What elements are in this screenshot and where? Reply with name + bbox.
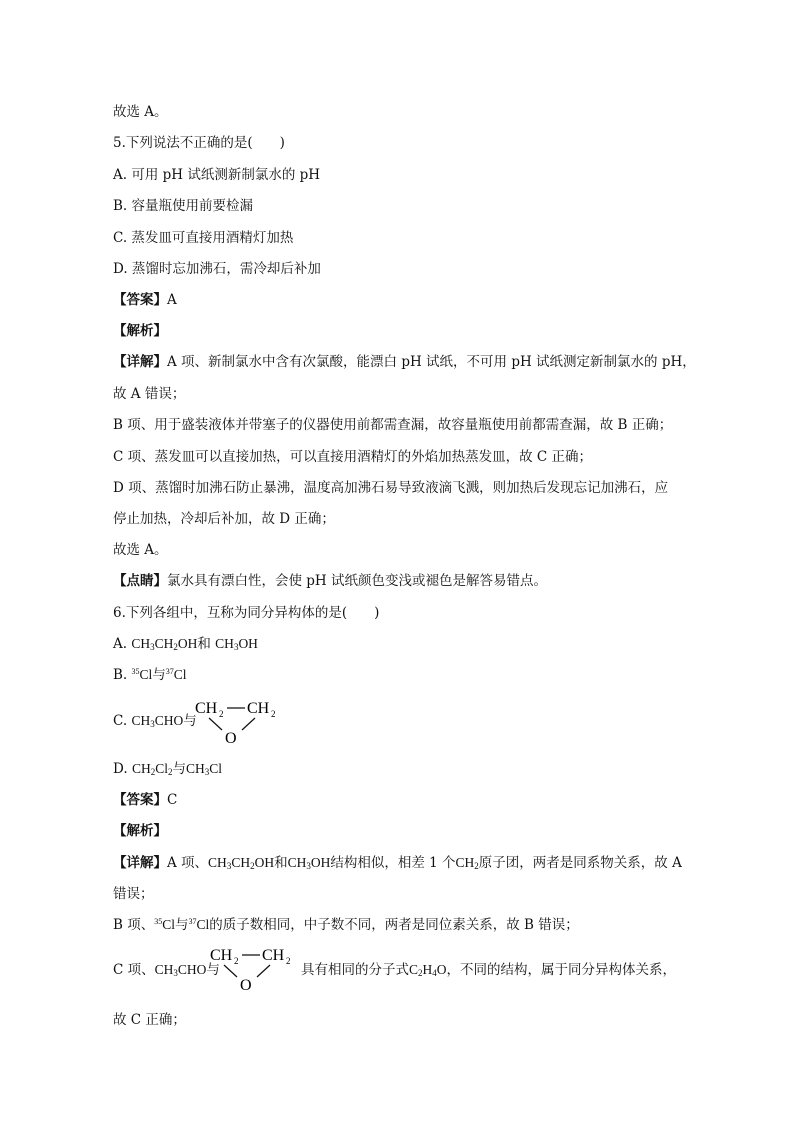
ring-ch2-left: CH [195,700,218,717]
question-6-detail-line-1: 【详解】A 项、$CH_3CH_2OH$和$CH_3OH$结构相似，相差 1 个$CH_2$原子团，两者是同系物关系，故 A [113,855,682,871]
formula-chloromethane: $CH_3Cl$ [185,761,222,777]
formula-acetaldehyde: $CH_3CHO$ [131,713,184,729]
question-5-analysis-tag: 【解析】 [113,323,167,339]
question-5-key-point [113,571,694,591]
question-6-option-d: D. $CH_2Cl_2$与$CH_3Cl$ [113,761,222,777]
ring-ch2-right: CH [247,700,270,717]
formula-c2h4o: $C_2H_4O$ [409,962,447,978]
key-point-tag: 【点睛】 [113,573,167,589]
question-6-detail-line-3: B 项、$^{35}$Cl与$^{37}$Cl的质子数相同，中子数不同，两者是同位素关系，故 B 错误； [113,917,579,933]
ethylene-oxide-structure-detail [208,944,300,992]
key-point-text: 氯水具有漂白性，会使 pH 试纸颜色变浅或褪色是解答易错点。 [167,573,547,589]
formula-methanol: $CH_3OH$ [215,636,258,652]
question-5-detail-line-2: 故 A 错误； [113,386,186,402]
svg-text:CH: CH [262,947,285,964]
question-5-option-c: C. 蒸发皿可直接用酒精灯加热 [113,230,294,246]
svg-text:2: 2 [234,956,239,966]
formula-cl37: $^{37}$Cl [165,667,187,682]
question-6-option-b: B. $^{35}$Cl与$^{37}$Cl [113,667,187,683]
question-5-conclusion: 故选 A。 [113,542,168,558]
question-6-detail-line-5: 故 C 正确； [113,1012,186,1028]
question-6-detail-line-4: C 项、$CH_3CHO$与 CH 2 CH 2 O 具有相同的分子式$C_2H_4O$，不同的结构，属于同分异构体关系， [113,944,694,994]
question-5-option-b: B. 容量瓶使用前要检漏 [113,198,254,214]
svg-text:2: 2 [286,956,291,966]
question-5-detail-line-3: B 项、用于盛装液体并带塞子的仪器使用前都需查漏，故容量瓶使用前都需查漏，故 B 正确； [113,417,673,433]
ring-oxygen: O [225,730,237,745]
question-6-option-c: C. $CH_3CHO$与 CH 2 CH 2 O [113,697,694,747]
formula-cl35: $^{35}$Cl [131,667,153,682]
question-6-stem: 6.下列各组中，互称为同分异构体的是( ) [113,605,380,621]
answer-tag: 【答案】 [113,292,167,308]
detail-tag: 【详解】 [113,354,167,370]
question-5-detail-line-6: 停止加热，冷却后补加，故 D 正确； [113,511,335,527]
ring-ch2-right-sub: 2 [271,709,276,719]
conclusion-line: 故选 A。 [113,104,168,120]
question-6-answer: 【答案】C [113,792,178,808]
question-5-detail-line-4: C 项、蒸发皿可以直接加热，可以直接用酒精灯的外焰加热蒸发皿，故 C 正确； [113,449,593,465]
question-5-option-d: D. 蒸馏时忘加沸石，需冷却后补加 [113,261,321,277]
question-5-option-a: A. 可用 pH 试纸测新制氯水的 pH [113,167,321,183]
ethylene-oxide-structure [193,697,285,745]
formula-dichloromethane: $CH_2Cl_2$ [131,761,173,777]
question-6-analysis-tag: 【解析】 [113,823,167,839]
question-5-answer [113,290,694,310]
ring-bond-co-left [209,718,222,730]
formula-ethanol: $CH_3CH_2OH$ [131,636,198,652]
question-6-option-a: A. $CH_3CH_2OH$和 $CH_3OH$ [113,636,258,652]
svg-text:CH: CH [210,947,233,964]
svg-text:O: O [240,977,252,992]
detail-text: A 项、新制氯水中含有次氯酸，能漂白 pH 试纸，不可用 pH 试纸测定新制氯水的 pH， [167,354,696,370]
ring-ch2-left-sub: 2 [219,709,224,719]
ring-bond-co-right [242,718,255,730]
question-5-stem: 5.下列说法不正确的是( ) [113,135,285,151]
question-5-detail-line-5: D 项、蒸馏时加沸石防止暴沸，温度高加沸石易导致液滴飞溅，则加热后发现忘记加沸石，应 [113,480,669,496]
question-6-detail-line-2: 错误； [113,886,154,902]
answer-value: A [167,292,177,308]
question-5-detail-line-1 [113,352,694,372]
